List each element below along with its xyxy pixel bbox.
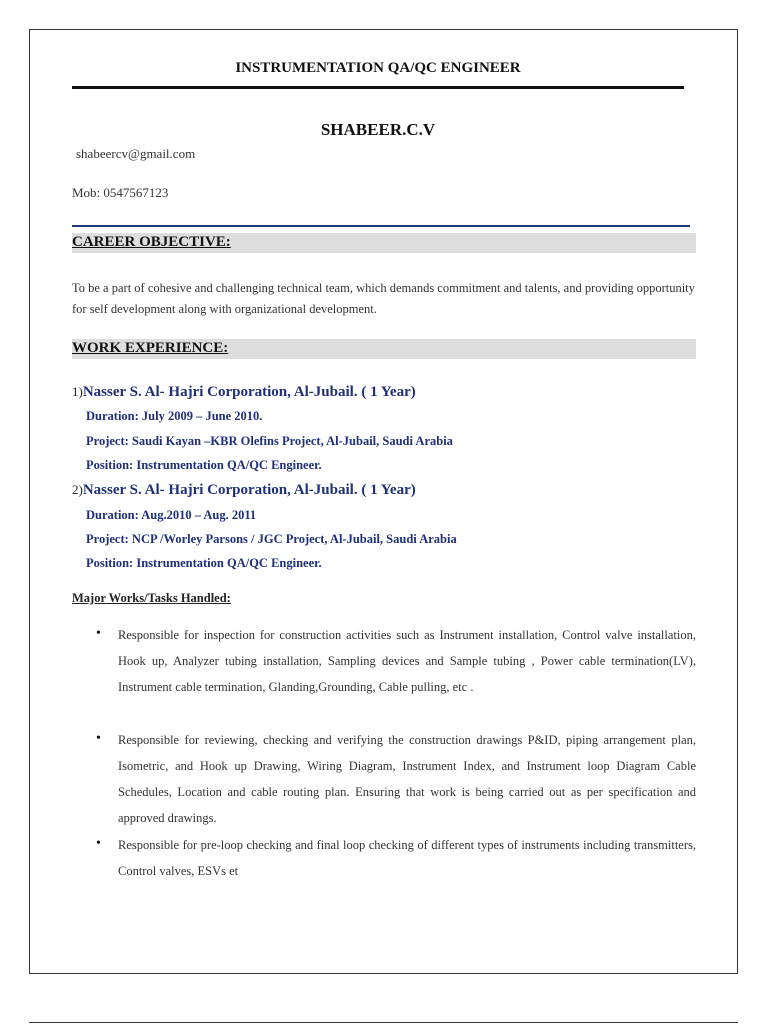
tasks-heading: Major Works/Tasks Handled: [72,591,231,605]
task-item-2: Responsible for reviewing, checking and verifying the construction drawings P&ID, piping arrangement plan, Isometric, and Hook up Drawing, Wiring Diagram, Instrument Index, and Instrument loop Diagram Cable Schedules, Location and cable routing plan. Ensuring that work is being carried out as per specification and approved drawings. [118,733,696,825]
task-item-1: Responsible for inspection for construction activities such as Instrument installation, Control valve installation, Hook up, Analyzer tubing installation, Sampling devices and Sample tubing , Power cable termination(LV), Instrument cable termination, Glanding,Grounding, Cable pulling, etc . [118,628,696,694]
task-item-3: Responsible for pre-loop checking and final loop checking of different types of instruments including transmitters, Control valves, ESVs et [118,838,696,878]
job-2-company: Nasser S. Al- Hajri Corporation, Al-Jubail. ( 1 Year) [82,482,416,498]
bullet-1: • [96,626,101,641]
job-1-position: Position: Instrumentation QA/QC Engineer. [86,458,322,472]
candidate-name: SHABEER.C.V [320,120,436,139]
job-1-duration: Duration: July 2009 – June 2010. [86,409,263,423]
bullet-3: • [96,836,101,851]
email-text: shabeercv@gmail.com [76,146,196,161]
mobile-text: Mob: 0547567123 [72,185,169,200]
job-1-header [72,384,416,401]
career-objective-heading: CAREER OBJECTIVE: [72,234,231,250]
document-title: INSTRUMENTATION QA/QC ENGINEER [235,60,521,76]
job-2-duration: Duration: Aug.2010 – Aug. 2011 [86,508,257,522]
job-2-header [72,482,416,499]
title-rule [72,86,684,89]
next-page-border [29,1022,738,1023]
job-2-position: Position: Instrumentation QA/QC Engineer. [86,556,322,570]
bullet-2: • [96,731,101,746]
job-1-project: Project: Saudi Kayan –KBR Olefins Project, Al-Jubail, Saudi Arabia [86,434,453,448]
job-2-project: Project: NCP /Worley Parsons / JGC Project, Al-Jubail, Saudi Arabia [86,532,457,546]
header-divider [72,225,690,227]
job-1-company: Nasser S. Al- Hajri Corporation, Al-Jubail. ( 1 Year) [82,384,416,400]
job-1-number: 1) [72,384,83,399]
career-objective-text: To be a part of cohesive and challenging technical team, which demands commitment and talents, and providing opportunity for self development along with organizational development. [72,281,695,316]
job-2-number: 2) [72,482,83,497]
work-experience-heading: WORK EXPERIENCE: [72,340,229,356]
